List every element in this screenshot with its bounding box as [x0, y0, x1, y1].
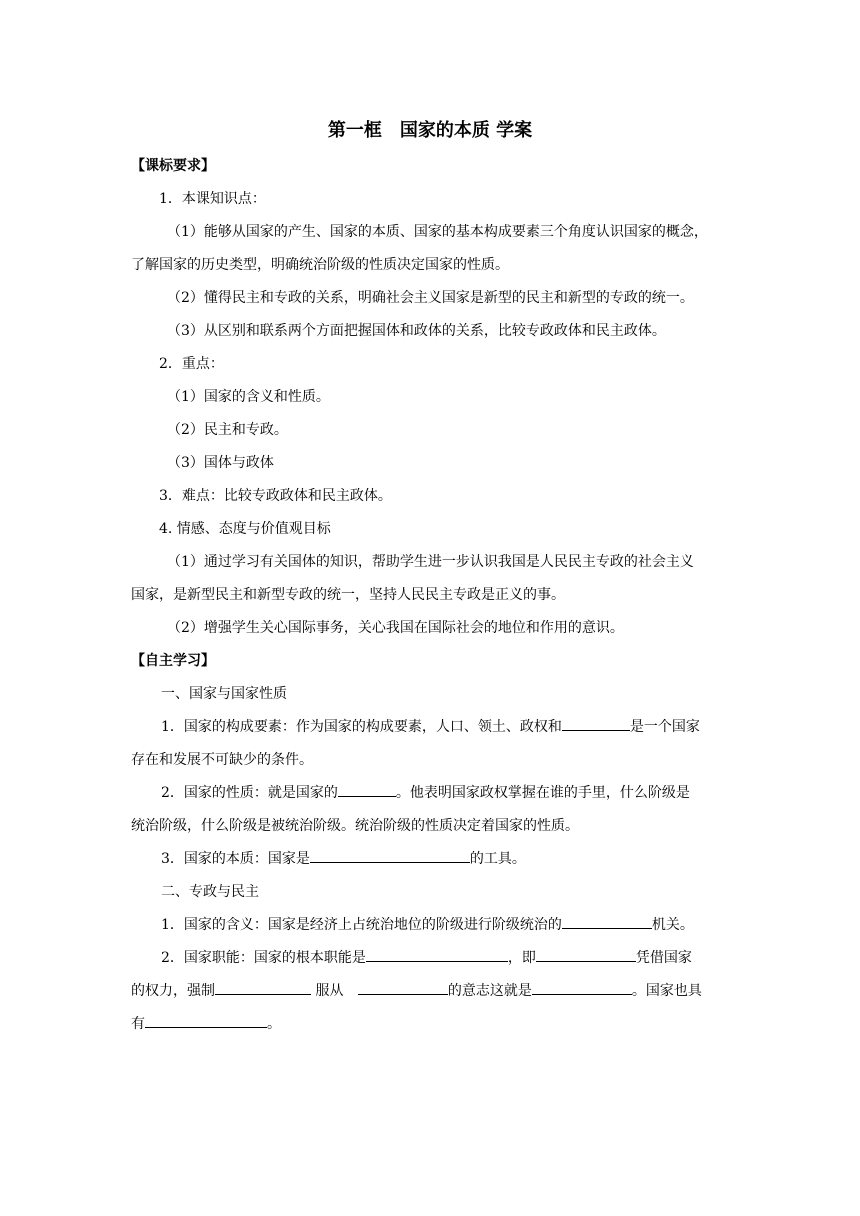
standards-item-2: 2．重点： — [159, 356, 224, 372]
question-3-line — [131, 843, 729, 876]
standards-item-4-2: （2）增强学生关心国际事务，关心我国在国际社会的地位和作用的意识。 — [167, 620, 624, 636]
standards-item-2-2: （2）民主和专政。 — [167, 422, 288, 438]
standards-item-3: 3．难点：比较专政政体和民主政体。 — [159, 488, 392, 504]
question-1-text-post: 是一个国家 — [629, 719, 700, 735]
question-2-text-pre: 2．国家的性质：就是国家的 — [161, 785, 338, 801]
fill-blank-10[interactable] — [145, 1013, 267, 1028]
question-5-line-c — [131, 1008, 729, 1041]
question-5-text-mid: ，即 — [507, 950, 536, 966]
question-4-line — [131, 909, 729, 942]
question-1-text-pre: 1．国家的构成要素：作为国家的构成要素，人口、领土、政权和 — [161, 719, 562, 735]
fill-blank-4[interactable] — [562, 914, 652, 929]
question-2-text-post: 。他表明国家政权掌握在谁的手里，什么阶级是 — [395, 785, 690, 801]
question-1-line-a — [131, 711, 729, 744]
question-5-text-pre: 2．国家职能：国家的根本职能是 — [161, 950, 366, 966]
fill-blank-6[interactable] — [536, 947, 636, 962]
question-5b-text-mid2: 的意志这就是 — [447, 983, 532, 999]
question-5b-text-mid1: 服从 — [311, 983, 348, 999]
question-5-text-post: 凭借国家 — [635, 950, 692, 966]
question-5b-text-post: 。国家也具 — [631, 983, 702, 999]
question-5c-text-post: 。 — [267, 1016, 281, 1032]
standards-heading: 【课标要求】 — [131, 158, 215, 174]
standards-item-1: 1．本课知识点： — [159, 191, 266, 207]
question-5b-text-pre: 的权力，强制 — [131, 983, 215, 999]
question-2-line-b: 统治阶级，什么阶级是被统治阶级。统治阶级的性质决定着国家的性质。 — [131, 818, 579, 834]
standards-item-4: 4. 情感、态度与价值观目标 — [159, 521, 331, 537]
question-1-line-b: 存在和发展不可缺少的条件。 — [131, 752, 313, 768]
standards-item-1-1b: 了解国家的历史类型，明确统治阶级的性质决定国家的性质。 — [131, 257, 509, 273]
self-study-heading: 【自主学习】 — [131, 653, 215, 669]
question-2-line-a — [131, 777, 729, 810]
document-body — [131, 150, 729, 1041]
page-title: 第一框 国家的本质 学案 — [327, 120, 533, 141]
standards-item-1-2: （2）懂得民主和专政的关系，明确社会主义国家是新型的民主和新型的专政的统一。 — [167, 290, 694, 306]
question-4-text-pre: 1．国家的含义：国家是经济上占统治地位的阶级进行阶级统治的 — [161, 917, 562, 933]
fill-blank-5[interactable] — [366, 947, 508, 962]
standards-item-2-1: （1）国家的含义和性质。 — [167, 389, 330, 405]
question-3-text-post: 的工具。 — [469, 851, 526, 867]
fill-blank-8[interactable] — [358, 980, 448, 995]
question-3-text-pre: 3．国家的本质：国家是 — [161, 851, 310, 867]
standards-item-2-3: （3）国体与政体 — [167, 455, 274, 471]
question-5-line-b — [131, 975, 729, 1008]
part1-heading: 一、国家与国家性质 — [161, 686, 287, 702]
fill-blank-9[interactable] — [532, 980, 632, 995]
standards-item-1-3: （3）从区别和联系两个方面把握国体和政体的关系，比较专政政体和民主政体。 — [167, 323, 666, 339]
question-4-text-post: 机关。 — [651, 917, 694, 933]
fill-blank-3[interactable] — [310, 848, 470, 863]
question-5c-text-pre: 有 — [131, 1016, 145, 1032]
standards-item-4-1b: 国家，是新型民主和新型专政的统一，坚持人民民主专政是正义的事。 — [131, 587, 565, 603]
standards-item-4-1a: （1）通过学习有关国体的知识，帮助学生进一步认识我国是人民民主专政的社会主义 — [167, 554, 694, 570]
fill-blank-7[interactable] — [215, 980, 311, 995]
standards-item-1-1a: （1）能够从国家的产生、国家的本质、国家的基本构成要素三个角度认识国家的概念， — [167, 224, 708, 240]
question-5-line-a — [131, 942, 729, 975]
fill-blank-1[interactable] — [562, 716, 630, 731]
fill-blank-2[interactable] — [338, 782, 396, 797]
part2-heading: 二、专政与民主 — [161, 884, 259, 900]
